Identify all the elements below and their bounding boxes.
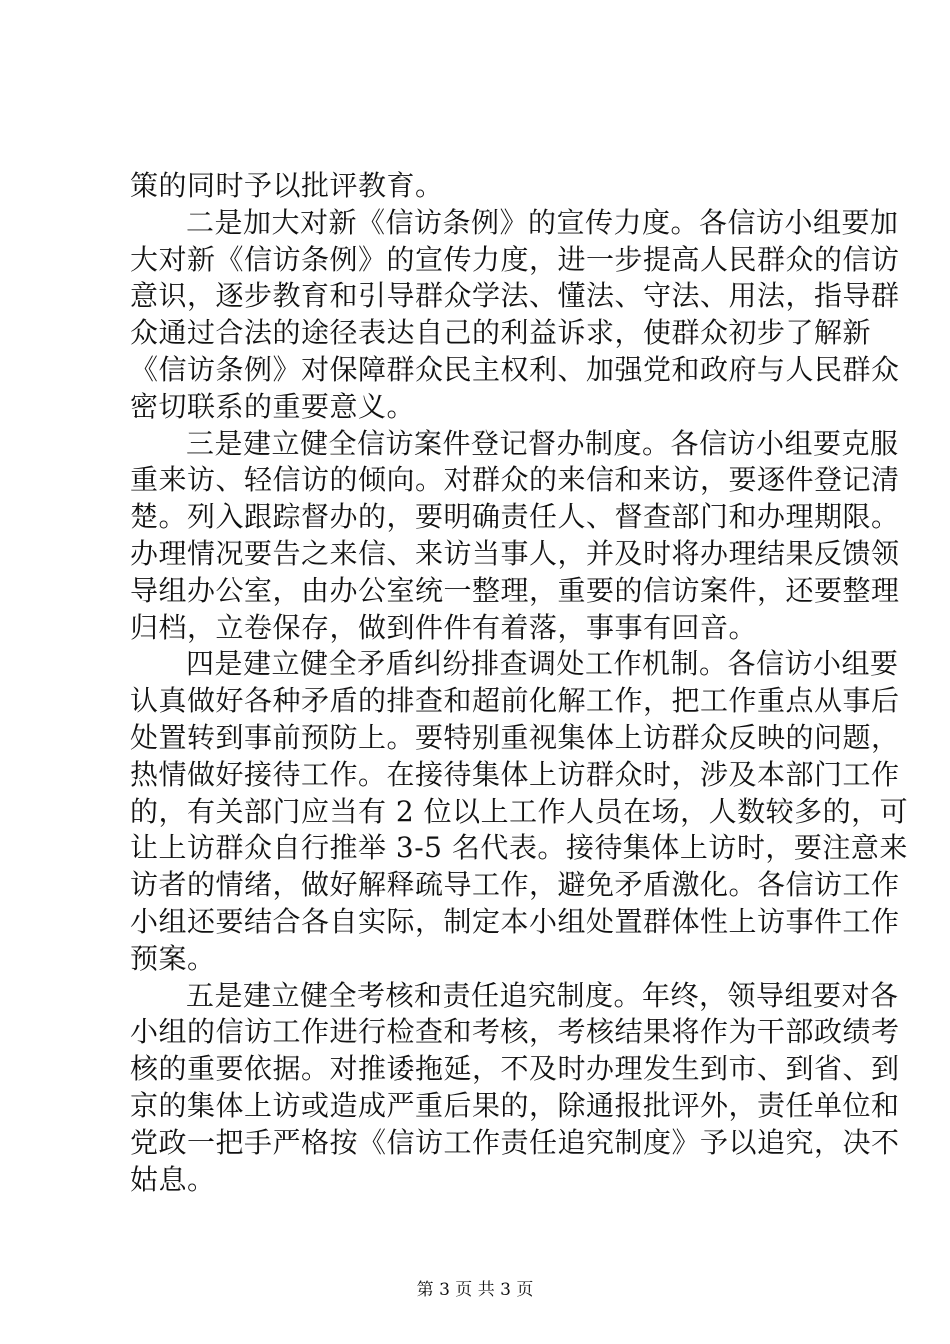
text-line: 归档，立卷保存，做到件件有着落，事事有回音。	[130, 610, 758, 644]
document-body	[130, 168, 909, 1198]
text-line: 小组的信访工作进行检查和考核，考核结果将作为干部政绩考	[130, 1015, 900, 1049]
text-line: 的，有关部门应当有 2 位以上工作人员在场，人数较多的，可	[130, 794, 909, 828]
paragraph	[130, 426, 900, 647]
text-line: 众通过合法的途径表达自己的利益诉求，使群众初步了解新	[130, 316, 872, 350]
text-line: 访者的情绪，做好解释疏导工作，避免矛盾激化。各信访工作	[130, 868, 900, 902]
text-line: 热情做好接待工作。在接待集体上访群众时，涉及本部门工作	[130, 757, 900, 791]
text-line: 五是建立健全考核和责任追究制度。年终，领导组要对各	[186, 978, 899, 1012]
text-line: 党政一把手严格按《信访工作责任追究制度》予以追究，决不	[130, 1125, 900, 1159]
text-line: 重来访、轻信访的倾向。对群众的来信和来访，要逐件登记清	[130, 463, 900, 497]
text-line: 导组办公室，由办公室统一整理，重要的信访案件，还要整理	[130, 573, 900, 607]
paragraph	[130, 978, 900, 1199]
text-line: 密切联系的重要意义。	[130, 389, 416, 423]
paragraph	[130, 205, 900, 426]
text-line: 办理情况要告之来信、来访当事人，并及时将办理结果反馈领	[130, 536, 900, 570]
text-line: 认真做好各种矛盾的排查和超前化解工作，把工作重点从事后	[130, 684, 900, 718]
text-line: 处置转到事前预防上。要特别重视集体上访群众反映的问题，	[130, 720, 900, 754]
text-line: 楚。列入跟踪督办的，要明确责任人、督查部门和办理期限。	[130, 500, 900, 534]
text-line: 小组还要结合各自实际，制定本小组处置群体性上访事件工作	[130, 904, 900, 938]
text-line: 《信访条例》对保障群众民主权利、加强党和政府与人民群众	[130, 352, 900, 386]
paragraph	[130, 168, 842, 205]
text-line: 让上访群众自行推举 3-5 名代表。接待集体上访时，要注意来	[130, 831, 908, 865]
text-line: 核的重要依据。对推诿拖延，不及时办理发生到市、到省、到	[130, 1052, 900, 1086]
text-line: 姑息。	[130, 1162, 216, 1196]
text-line: 意识，逐步教育和引导群众学法、懂法、守法、用法，指导群	[130, 279, 900, 313]
text-line: 预案。	[130, 941, 216, 975]
text-line: 大对新《信访条例》的宣传力度，进一步提高人民群众的信访	[130, 242, 900, 276]
paragraph	[130, 646, 909, 977]
text-line: 四是建立健全矛盾纠纷排查调处工作机制。各信访小组要	[186, 647, 899, 681]
text-line: 策的同时予以批评教育。	[130, 169, 444, 202]
text-line: 二是加大对新《信访条例》的宣传力度。各信访小组要加	[186, 205, 899, 239]
text-line: 三是建立健全信访案件登记督办制度。各信访小组要克服	[186, 426, 899, 460]
text-line: 京的集体上访或造成严重后果的，除通报批评外，责任单位和	[130, 1088, 900, 1122]
page-number-footer: 第 3 页 共 3 页	[416, 1280, 534, 1300]
